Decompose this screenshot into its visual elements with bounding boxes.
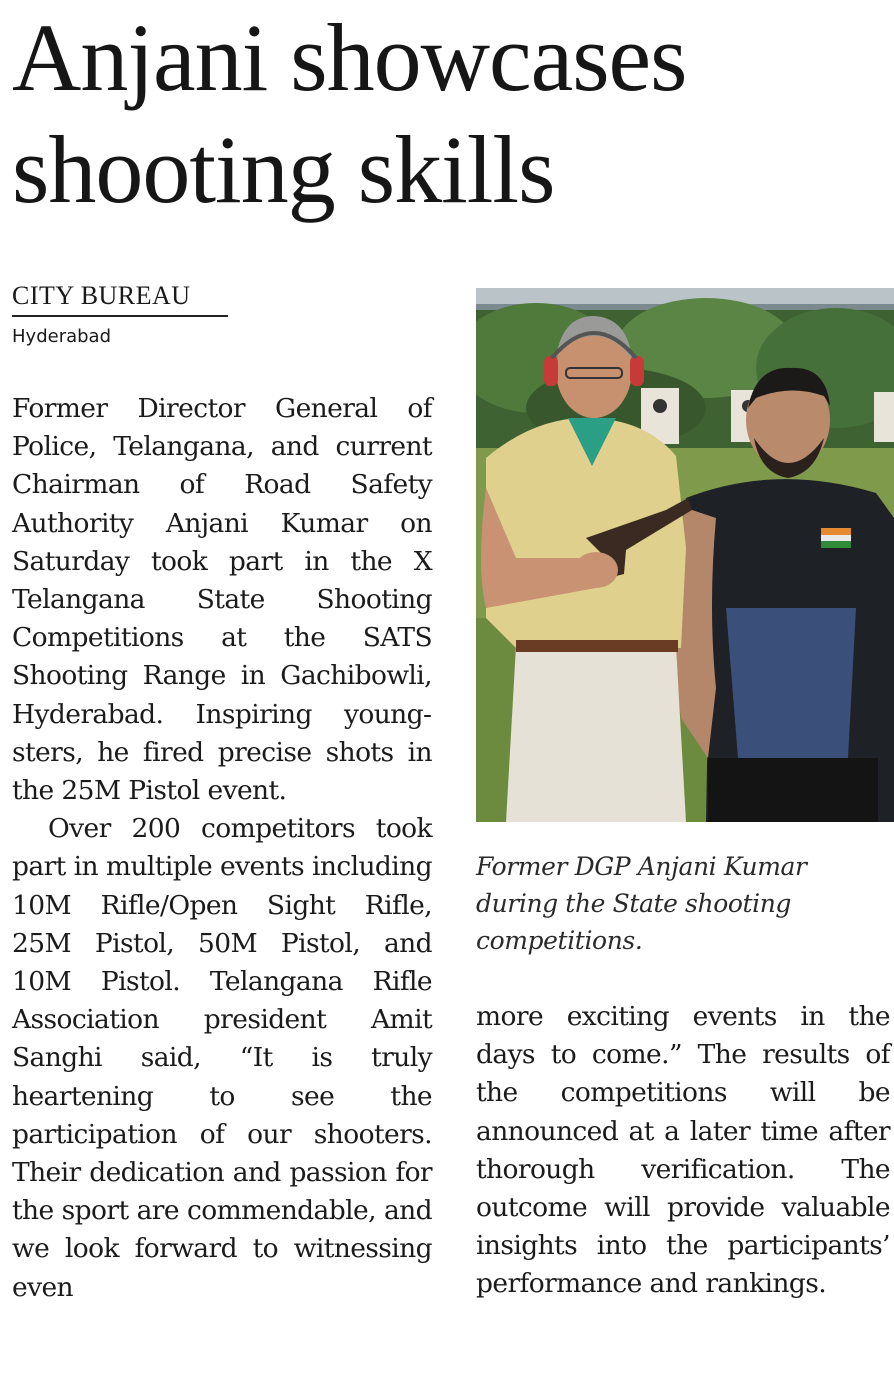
article-column-left	[12, 390, 432, 1307]
photo-caption: Former DGP Anjani Kumar during the State shooting competitions.	[476, 852, 807, 955]
article-paragraph-3: more exciting events in the days to come.” The results of the competitions will be announced at a later time after thorough verification. The outcome will provide valuable insights into the participants’ performance and rankings.	[476, 1001, 890, 1300]
byline: CITY BUREAU	[12, 280, 228, 317]
dateline: Hyderabad	[12, 326, 111, 347]
article-paragraph-2: Over 200 competitors took part in multiple events including 10M Rifle/Open Sight Rifle, 25M Pistol, 50M Pistol, and 10M Pistol. Telangana Rifle Association president Amit Sanghi said, “It is truly heartening to see the participation of our shooters. Their dedication and passion for the sport are commendable, and we look forward to witnessing even	[12, 813, 432, 1303]
news-photo	[476, 288, 894, 822]
article-column-right	[476, 998, 890, 1304]
headline: Anjani showcases shooting skills	[12, 4, 687, 223]
article-paragraph-1: Former Director General of Police, Telangana, and current Chairman of Road Safety Authority Anjani Kumar on Saturday took part in the X Telangana State Shooting Competitions at the SATS Shooting Range in Gachibowli, Hyderabad. Inspiring youngsters, he fired precise shots in the 25M Pistol event.	[12, 393, 432, 807]
